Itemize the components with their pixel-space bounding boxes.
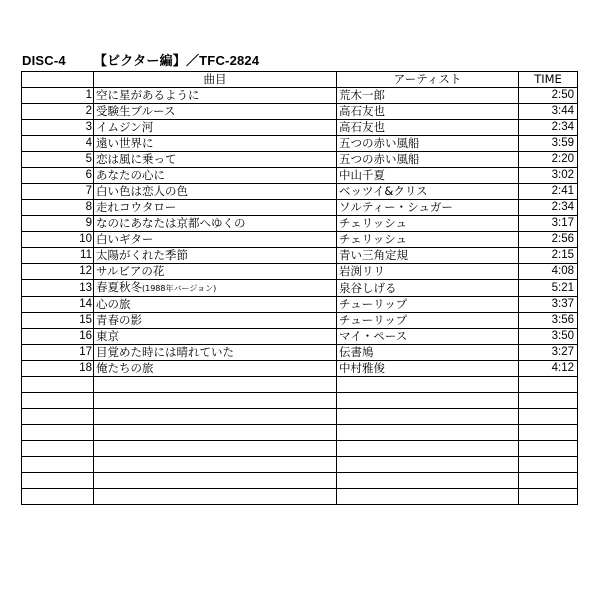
track-version-note: (1988年バージョン) xyxy=(142,284,217,293)
track-number: 17 xyxy=(22,345,94,361)
track-number: 8 xyxy=(22,200,94,216)
track-artist: ベッツイ&クリス xyxy=(337,184,519,200)
track-title-cell xyxy=(94,361,337,377)
track-title: 太陽がくれた季節 xyxy=(96,248,188,262)
track-title: 空に星があるように xyxy=(96,88,200,102)
track-number: 5 xyxy=(22,152,94,168)
track-title: 白い色は恋人の色 xyxy=(96,184,188,198)
track-number: 12 xyxy=(22,264,94,280)
empty-cell xyxy=(22,425,94,441)
track-title: 遠い世界に xyxy=(96,136,154,150)
track-artist: ソルティー・シュガー xyxy=(337,200,519,216)
track-artist: 五つの赤い風船 xyxy=(337,136,519,152)
track-title: 走れコウタロー xyxy=(96,200,177,214)
track-time: 4:08 xyxy=(519,264,578,280)
track-number: 2 xyxy=(22,104,94,120)
empty-cell xyxy=(519,393,578,409)
table-row xyxy=(22,104,578,120)
track-time: 2:34 xyxy=(519,120,578,136)
series-label: 【ビクター編】／TFC-2824 xyxy=(93,53,260,68)
track-title-cell xyxy=(94,200,337,216)
track-time: 2:15 xyxy=(519,248,578,264)
track-artist: 高石友也 xyxy=(337,104,519,120)
empty-row xyxy=(22,409,578,425)
empty-cell xyxy=(22,473,94,489)
track-title: 受験生ブルース xyxy=(96,104,176,118)
track-time: 2:56 xyxy=(519,232,578,248)
empty-cell xyxy=(94,409,337,425)
table-row xyxy=(22,232,578,248)
empty-cell xyxy=(519,377,578,393)
disc-label: DISC-4 xyxy=(22,53,66,68)
empty-row xyxy=(22,377,578,393)
empty-cell xyxy=(94,457,337,473)
table-row xyxy=(22,136,578,152)
track-time: 3:56 xyxy=(519,313,578,329)
track-time: 3:37 xyxy=(519,297,578,313)
empty-cell xyxy=(94,473,337,489)
table-row xyxy=(22,152,578,168)
track-artist: 岩渕リリ xyxy=(337,264,519,280)
track-title: サルビアの花 xyxy=(96,264,165,278)
empty-cell xyxy=(94,393,337,409)
track-number: 13 xyxy=(22,280,94,297)
track-artist: 荒木一郎 xyxy=(337,88,519,104)
empty-cell xyxy=(22,441,94,457)
table-row xyxy=(22,264,578,280)
track-title: 俺たちの旅 xyxy=(96,361,154,375)
track-title-cell xyxy=(94,104,337,120)
table-row xyxy=(22,200,578,216)
track-time: 2:41 xyxy=(519,184,578,200)
document-header xyxy=(22,50,259,69)
track-title-cell xyxy=(94,152,337,168)
track-artist: 中山千夏 xyxy=(337,168,519,184)
track-title-cell xyxy=(94,297,337,313)
table-row xyxy=(22,248,578,264)
track-title: 春夏秋冬 xyxy=(96,280,142,294)
track-artist: チェリッシュ xyxy=(337,216,519,232)
tracklist-table xyxy=(21,71,578,505)
empty-cell xyxy=(22,393,94,409)
track-artist: チェリッシュ xyxy=(337,232,519,248)
track-artist: チューリップ xyxy=(337,313,519,329)
track-number: 3 xyxy=(22,120,94,136)
track-number: 15 xyxy=(22,313,94,329)
track-time: 5:21 xyxy=(519,280,578,297)
track-time: 3:02 xyxy=(519,168,578,184)
track-artist: 伝書鳩 xyxy=(337,345,519,361)
tracklist-body xyxy=(22,88,578,505)
empty-row xyxy=(22,457,578,473)
track-title-cell xyxy=(94,168,337,184)
track-title-cell xyxy=(94,264,337,280)
track-time: 3:50 xyxy=(519,329,578,345)
empty-cell xyxy=(22,377,94,393)
track-title-cell xyxy=(94,329,337,345)
empty-cell xyxy=(519,473,578,489)
empty-cell xyxy=(94,441,337,457)
empty-cell xyxy=(519,489,578,505)
empty-row xyxy=(22,473,578,489)
column-header-title: 曲目 xyxy=(94,72,337,88)
table-header-row xyxy=(22,72,578,88)
empty-cell xyxy=(22,457,94,473)
track-artist: 泉谷しげる xyxy=(337,280,519,297)
empty-cell xyxy=(519,457,578,473)
track-time: 2:34 xyxy=(519,200,578,216)
track-number: 4 xyxy=(22,136,94,152)
track-title-cell xyxy=(94,216,337,232)
track-title: 目覚めた時には晴れていた xyxy=(96,345,234,359)
empty-cell xyxy=(337,409,519,425)
track-number: 18 xyxy=(22,361,94,377)
track-title-cell xyxy=(94,136,337,152)
table-row xyxy=(22,297,578,313)
track-title: あなたの心に xyxy=(96,168,165,182)
track-number: 1 xyxy=(22,88,94,104)
empty-row xyxy=(22,489,578,505)
track-title: 東京 xyxy=(96,329,119,343)
track-artist: 中村雅俊 xyxy=(337,361,519,377)
track-time: 3:27 xyxy=(519,345,578,361)
track-number: 10 xyxy=(22,232,94,248)
empty-cell xyxy=(519,409,578,425)
track-artist: 高石友也 xyxy=(337,120,519,136)
track-title-cell xyxy=(94,88,337,104)
table-row xyxy=(22,313,578,329)
track-time: 2:20 xyxy=(519,152,578,168)
track-number: 16 xyxy=(22,329,94,345)
table-row xyxy=(22,120,578,136)
track-number: 14 xyxy=(22,297,94,313)
track-title-cell xyxy=(94,120,337,136)
empty-row xyxy=(22,425,578,441)
empty-cell xyxy=(22,489,94,505)
empty-cell xyxy=(94,489,337,505)
empty-row xyxy=(22,441,578,457)
empty-cell xyxy=(337,425,519,441)
table-row xyxy=(22,361,578,377)
table-row xyxy=(22,184,578,200)
track-title: 白いギター xyxy=(96,232,154,246)
empty-cell xyxy=(337,489,519,505)
track-time: 3:44 xyxy=(519,104,578,120)
track-number: 11 xyxy=(22,248,94,264)
track-title-cell xyxy=(94,345,337,361)
empty-row xyxy=(22,393,578,409)
table-row xyxy=(22,345,578,361)
track-title-cell xyxy=(94,313,337,329)
track-title: 恋は風に乗って xyxy=(96,152,177,166)
empty-cell xyxy=(337,457,519,473)
table-row xyxy=(22,88,578,104)
track-time: 2:50 xyxy=(519,88,578,104)
track-title-cell xyxy=(94,232,337,248)
track-time: 3:59 xyxy=(519,136,578,152)
table-row xyxy=(22,216,578,232)
empty-cell xyxy=(22,409,94,425)
track-artist: マイ・ペース xyxy=(337,329,519,345)
empty-cell xyxy=(337,393,519,409)
track-artist: 五つの赤い風船 xyxy=(337,152,519,168)
track-title: なのにあなたは京都へゆくの xyxy=(96,216,246,230)
track-number: 9 xyxy=(22,216,94,232)
track-number: 6 xyxy=(22,168,94,184)
empty-cell xyxy=(337,377,519,393)
table-row xyxy=(22,280,578,297)
track-title-cell xyxy=(94,184,337,200)
track-time: 4:12 xyxy=(519,361,578,377)
empty-cell xyxy=(337,473,519,489)
track-artist: チューリップ xyxy=(337,297,519,313)
table-row xyxy=(22,329,578,345)
table-row xyxy=(22,168,578,184)
column-header-time: TIME xyxy=(519,72,578,88)
empty-cell xyxy=(519,441,578,457)
track-title: イムジン河 xyxy=(96,120,154,134)
track-title-cell xyxy=(94,280,337,297)
track-title: 心の旅 xyxy=(96,297,131,311)
empty-cell xyxy=(94,425,337,441)
empty-cell xyxy=(94,377,337,393)
track-number: 7 xyxy=(22,184,94,200)
column-header-artist: アーティスト xyxy=(337,72,519,88)
track-title: 青春の影 xyxy=(96,313,142,327)
empty-cell xyxy=(519,425,578,441)
column-header-number xyxy=(22,72,94,88)
track-title-cell xyxy=(94,248,337,264)
empty-cell xyxy=(337,441,519,457)
track-time: 3:17 xyxy=(519,216,578,232)
track-artist: 青い三角定規 xyxy=(337,248,519,264)
